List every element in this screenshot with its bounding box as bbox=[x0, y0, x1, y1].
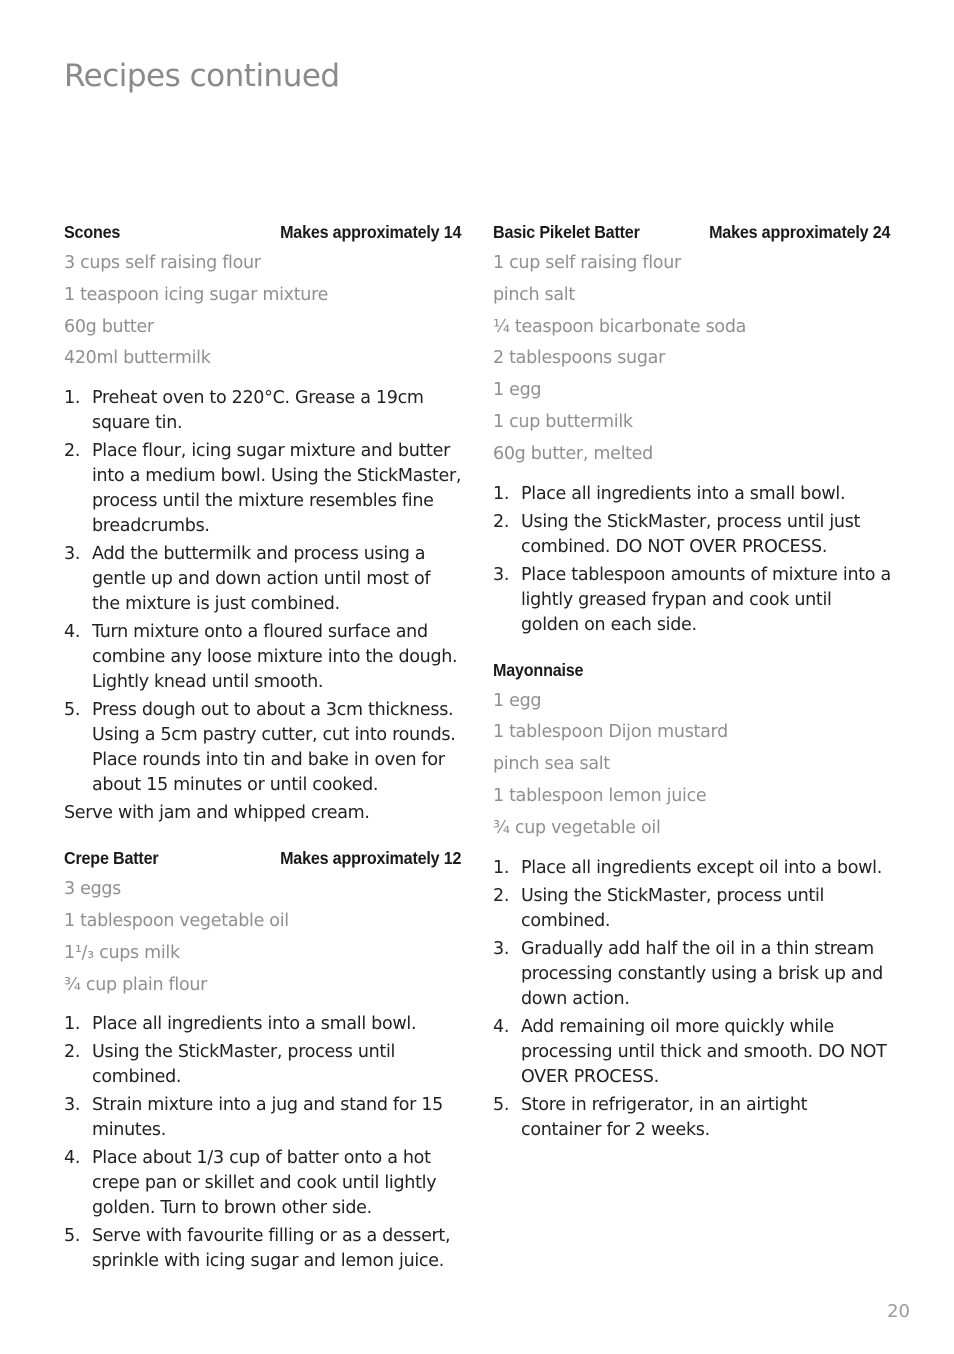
step-text: Strain mixture into a jug and stand for 15 minutes. bbox=[92, 1095, 444, 1141]
recipe-name: Mayonnaise bbox=[493, 659, 584, 680]
method-step bbox=[493, 563, 891, 638]
left-column bbox=[64, 222, 462, 1296]
step-number: 2. bbox=[64, 1042, 81, 1063]
method-step bbox=[493, 884, 891, 934]
step-number: 1. bbox=[493, 483, 510, 504]
step-number: 2. bbox=[493, 511, 510, 532]
step-text: Store in refrigerator, in an airtight container for 2 weeks. bbox=[521, 1094, 808, 1140]
ingredient-item: pinch sea salt bbox=[493, 754, 610, 775]
step-text: Preheat oven to 220°C. Grease a 19cm square tin. bbox=[92, 388, 424, 434]
method-step bbox=[493, 1015, 891, 1090]
page-title: Recipes continued bbox=[64, 58, 340, 94]
step-text: Add the buttermilk and process using a gentle up and down action until most of the mixture is just combined. bbox=[92, 544, 431, 615]
ingredient-item: 60g butter, melted bbox=[493, 443, 653, 464]
step-text: Add remaining oil more quickly while processing until thick and smooth. DO NOT OVER PROCESS. bbox=[521, 1016, 887, 1087]
method-step bbox=[493, 482, 891, 507]
method-step bbox=[493, 510, 891, 560]
step-text: Place all ingredients into a small bowl. bbox=[92, 1014, 417, 1035]
method-steps bbox=[64, 1012, 462, 1274]
method-step bbox=[64, 1012, 462, 1037]
recipe-header bbox=[64, 848, 461, 869]
ingredient-item: 1 cup buttermilk bbox=[493, 411, 633, 432]
ingredient-list bbox=[493, 248, 891, 471]
recipe-crepe-batter bbox=[64, 848, 462, 1274]
step-text: Turn mixture onto a floured surface and combine any loose mixture into the dough. Lightly knead until smooth. bbox=[92, 622, 458, 693]
step-text: Place all ingredients into a small bowl. bbox=[521, 483, 846, 504]
step-number: 5. bbox=[64, 1226, 81, 1247]
ingredient-item: 3 eggs bbox=[64, 879, 121, 900]
serving-note: Serve with jam and whipped cream. bbox=[64, 803, 370, 824]
recipe-yield: Makes approximately 24 bbox=[709, 222, 891, 242]
method-steps bbox=[64, 386, 462, 798]
method-step bbox=[493, 856, 891, 881]
step-text: Gradually add half the oil in a thin stream processing constantly using a brisk up and down action. bbox=[521, 938, 883, 1009]
step-number: 1. bbox=[64, 388, 81, 409]
method-step bbox=[64, 439, 462, 539]
step-text: Using the StickMaster, process until just combined. DO NOT OVER PROCESS. bbox=[521, 511, 861, 557]
ingredient-list bbox=[64, 874, 462, 1001]
step-number: 3. bbox=[493, 938, 510, 959]
ingredient-list bbox=[64, 248, 462, 375]
step-number: 3. bbox=[64, 544, 81, 565]
ingredient-item: pinch salt bbox=[493, 284, 575, 305]
step-text: Press dough out to about a 3cm thickness. Using a 5cm pastry cutter, cut into rounds. Place rounds into tin and bake in oven for about 15 minutes or until cooked. bbox=[92, 700, 456, 796]
step-number: 4. bbox=[493, 1016, 510, 1037]
method-step bbox=[64, 386, 462, 436]
step-number: 3. bbox=[493, 564, 510, 585]
ingredient-item: 1 egg bbox=[493, 380, 542, 401]
step-number: 2. bbox=[64, 441, 81, 462]
step-text: Place tablespoon amounts of mixture into a lightly greased frypan and cook until golden on each side. bbox=[521, 564, 891, 635]
step-text: Place about 1/3 cup of batter onto a hot crepe pan or skillet and cook until lightly golden. Turn to brown other side. bbox=[92, 1148, 437, 1219]
step-text: Place flour, icing sugar mixture and butter into a medium bowl. Using the StickMaster, process until the mixture resembles fine breadcrumbs. bbox=[92, 441, 462, 537]
step-number: 3. bbox=[64, 1095, 81, 1116]
recipe-yield: Makes approximately 12 bbox=[280, 848, 462, 869]
recipe-name: Scones bbox=[64, 222, 121, 242]
ingredient-item: 1 tablespoon vegetable oil bbox=[64, 910, 289, 931]
recipe-basic-pikelet-batter bbox=[493, 222, 891, 638]
step-text: Using the StickMaster, process until combined. bbox=[521, 885, 825, 931]
ingredient-item: 60g butter bbox=[64, 316, 154, 337]
method-steps bbox=[493, 482, 891, 638]
ingredient-item: ¼ teaspoon bicarbonate soda bbox=[493, 316, 747, 337]
ingredient-item: 420ml buttermilk bbox=[64, 348, 211, 369]
method-step bbox=[64, 620, 462, 695]
recipe-name: Basic Pikelet Batter bbox=[493, 222, 640, 242]
recipe-scones bbox=[64, 222, 462, 826]
ingredient-list bbox=[493, 686, 891, 845]
step-number: 4. bbox=[64, 1148, 81, 1169]
ingredient-item: 1¹/₃ cups milk bbox=[64, 942, 180, 963]
method-step bbox=[64, 1093, 462, 1143]
step-number: 5. bbox=[64, 700, 81, 721]
step-number: 1. bbox=[64, 1014, 81, 1035]
recipe-header bbox=[64, 222, 461, 243]
page-number: 20 bbox=[887, 1301, 910, 1322]
step-text: Serve with favourite filling or as a dessert, sprinkle with icing sugar and lemon juice. bbox=[92, 1226, 451, 1272]
recipe-mayonnaise bbox=[493, 660, 891, 1143]
right-column bbox=[493, 222, 891, 1165]
ingredient-item: ¾ cup plain flour bbox=[64, 974, 208, 995]
method-steps bbox=[493, 856, 891, 1143]
step-number: 5. bbox=[493, 1094, 510, 1115]
step-number: 2. bbox=[493, 885, 510, 906]
ingredient-item: 1 teaspoon icing sugar mixture bbox=[64, 284, 329, 305]
recipe-yield: Makes approximately 14 bbox=[280, 222, 462, 242]
ingredient-item: 1 egg bbox=[493, 690, 542, 711]
step-text: Place all ingredients except oil into a bowl. bbox=[521, 857, 882, 878]
method-step bbox=[493, 937, 891, 1012]
recipe-header bbox=[493, 222, 890, 243]
ingredient-item: 1 tablespoon Dijon mustard bbox=[493, 722, 728, 743]
method-step bbox=[64, 1040, 462, 1090]
method-step bbox=[64, 698, 462, 798]
method-step bbox=[493, 1093, 891, 1143]
method-step bbox=[64, 1146, 462, 1221]
ingredient-item: 3 cups self raising flour bbox=[64, 253, 261, 273]
step-text: Using the StickMaster, process until combined. bbox=[92, 1042, 396, 1088]
ingredient-item: 1 tablespoon lemon juice bbox=[493, 785, 707, 806]
method-step bbox=[64, 542, 462, 617]
ingredient-item: 2 tablespoons sugar bbox=[493, 348, 665, 369]
recipe-name: Crepe Batter bbox=[64, 848, 159, 869]
step-number: 1. bbox=[493, 857, 510, 878]
step-number: 4. bbox=[64, 622, 81, 643]
method-step bbox=[64, 1224, 462, 1274]
recipe-header bbox=[493, 660, 890, 681]
ingredient-item: 1 cup self raising flour bbox=[493, 253, 681, 273]
ingredient-item: ¾ cup vegetable oil bbox=[493, 817, 661, 838]
